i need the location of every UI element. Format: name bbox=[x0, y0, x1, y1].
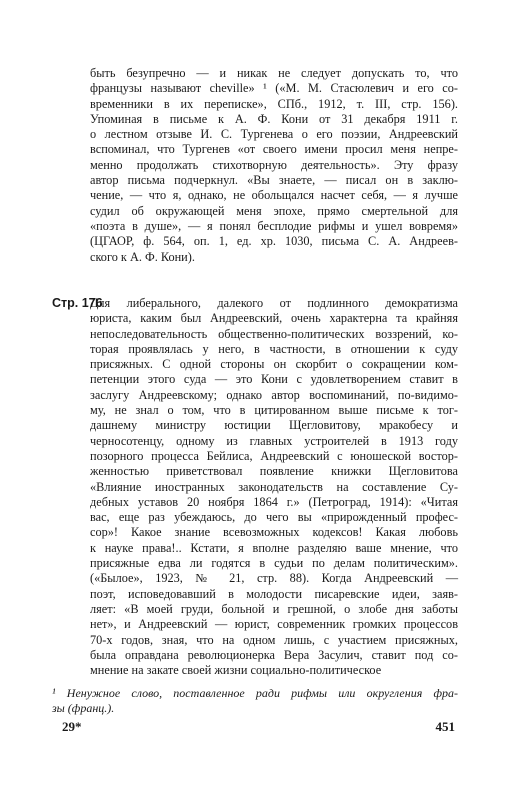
text-line: поэт, исповедовавший в молодости писаревские идеи, заяв- bbox=[90, 586, 458, 601]
text-line: мнение на закате своей жизни социально-политическое bbox=[90, 663, 382, 678]
text-line: присяжные едва ли годятся в судьи по делам политическим». bbox=[90, 556, 458, 571]
text-line: петенции этого суда — это Кони с удовлетворением ставит в bbox=[90, 372, 458, 387]
text-line: черносотенцу, одному из главных устроителей в 1913 году bbox=[90, 433, 458, 448]
text-line: менно продолжать стихотворную деятельность». Эту фразу bbox=[90, 157, 458, 172]
text-line: непоследовательность общественно-политических воззрений, ко- bbox=[90, 326, 458, 341]
page-reference-label: Стр. 176 bbox=[52, 296, 103, 310]
text-line: торая проявлялась у него, в частности, в отношении к суду bbox=[90, 341, 458, 356]
page-number: 451 bbox=[435, 719, 455, 734]
text-line: сор»! Какое знание всевозможных кодексов! Какая любовь bbox=[90, 525, 458, 540]
text-line: юриста, каким был Андреевский, очень характерна та крайняя bbox=[90, 311, 458, 326]
text-line: французы называют cheville» ¹ («М. М. Стасюлевич и его со- bbox=[90, 81, 458, 96]
paragraph-continuation bbox=[90, 66, 458, 265]
text-line: о лестном отзыве И. С. Тургенева о его поэзии, Андреевский bbox=[90, 127, 458, 142]
text-line: автор письма подчеркнул. «Вы знаете, — писал он в заклю- bbox=[90, 173, 458, 188]
text-line: Упоминая в письме к А. Ф. Кони от 31 декабря 1911 г. bbox=[90, 111, 458, 126]
text-line: «поэта в душе», — я понял бесплодие рифмы и ушел вовремя» bbox=[90, 218, 458, 233]
text-line: женностью приветствовал появление книжки Щегловитова bbox=[90, 464, 458, 479]
text-line: му, не знал о том, что в цитированном выше письме к тог- bbox=[90, 403, 458, 418]
printer-signature: 29* bbox=[62, 719, 82, 734]
text-line: заслугу Андреевскому; однако автор воспоминаний, по-видимо- bbox=[90, 387, 458, 402]
text-line: «Влияние иностранных законодательств на составление Су- bbox=[90, 479, 458, 494]
text-line: была оправдана революционерка Вера Засулич, ставит под со- bbox=[90, 647, 458, 662]
text-line: позорного процесса Бейлиса, Андреевский с юношеской востор- bbox=[90, 448, 458, 463]
footnote-line: зы (франц.). bbox=[52, 700, 115, 715]
text-line: 70-х годов, зная, что на одном лишь, с участием присяжных, bbox=[90, 632, 458, 647]
text-line: чение, — что я, однако, не обольщался насчет себя, — я лучше bbox=[90, 188, 458, 203]
footnote-line: ¹ Ненужное слово, поставленное ради рифмы или округления фра- bbox=[52, 686, 458, 700]
text-line: ляет: «В моей груди, больной и грешной, о злобе дня заботы bbox=[90, 601, 458, 616]
text-line: судил об окружающей меня эпохе, прямо смертельной для bbox=[90, 203, 458, 218]
text-line: нет», и Андреевский — юрист, современник громких процессов bbox=[90, 617, 458, 632]
footnote bbox=[52, 686, 458, 715]
text-line: быть безупречно — и никак не следует допускать то, что bbox=[90, 66, 458, 80]
text-line: ского к А. Ф. Кони). bbox=[90, 249, 195, 264]
text-line: (ЦГАОР, ф. 564, оп. 1, ед. хр. 1030, письма С. А. Андреев- bbox=[90, 234, 458, 249]
text-line: Для либерального, далекого от подлинного демократизма bbox=[90, 296, 458, 310]
text-line: дашнему министру юстиции Щегловитову, мракобесу и bbox=[90, 418, 458, 433]
text-line: временники в их переписке», СПб., 1912, т. III, стр. 156). bbox=[90, 96, 458, 111]
commentary-note-p176 bbox=[52, 296, 458, 678]
text-line: вспоминал, что Тургенев «от своего имени просил меня непре- bbox=[90, 142, 458, 157]
text-line: («Былое», 1923, № 21, стр. 88). Когда Андреевский — bbox=[90, 571, 458, 586]
text-line: присяжных. С одной стороны он скорбит о сокращении ком- bbox=[90, 357, 458, 372]
text-line: к науке права!.. Кстати, я вполне разделяю ваше мнение, что bbox=[90, 540, 458, 555]
text-line: дебных уставов 20 ноября 1864 г.» (Петроград, 1914): «Читая bbox=[90, 494, 458, 509]
text-line: вас, еще раз убеждаюсь, до чего вы «прирожденный профес- bbox=[90, 510, 458, 525]
